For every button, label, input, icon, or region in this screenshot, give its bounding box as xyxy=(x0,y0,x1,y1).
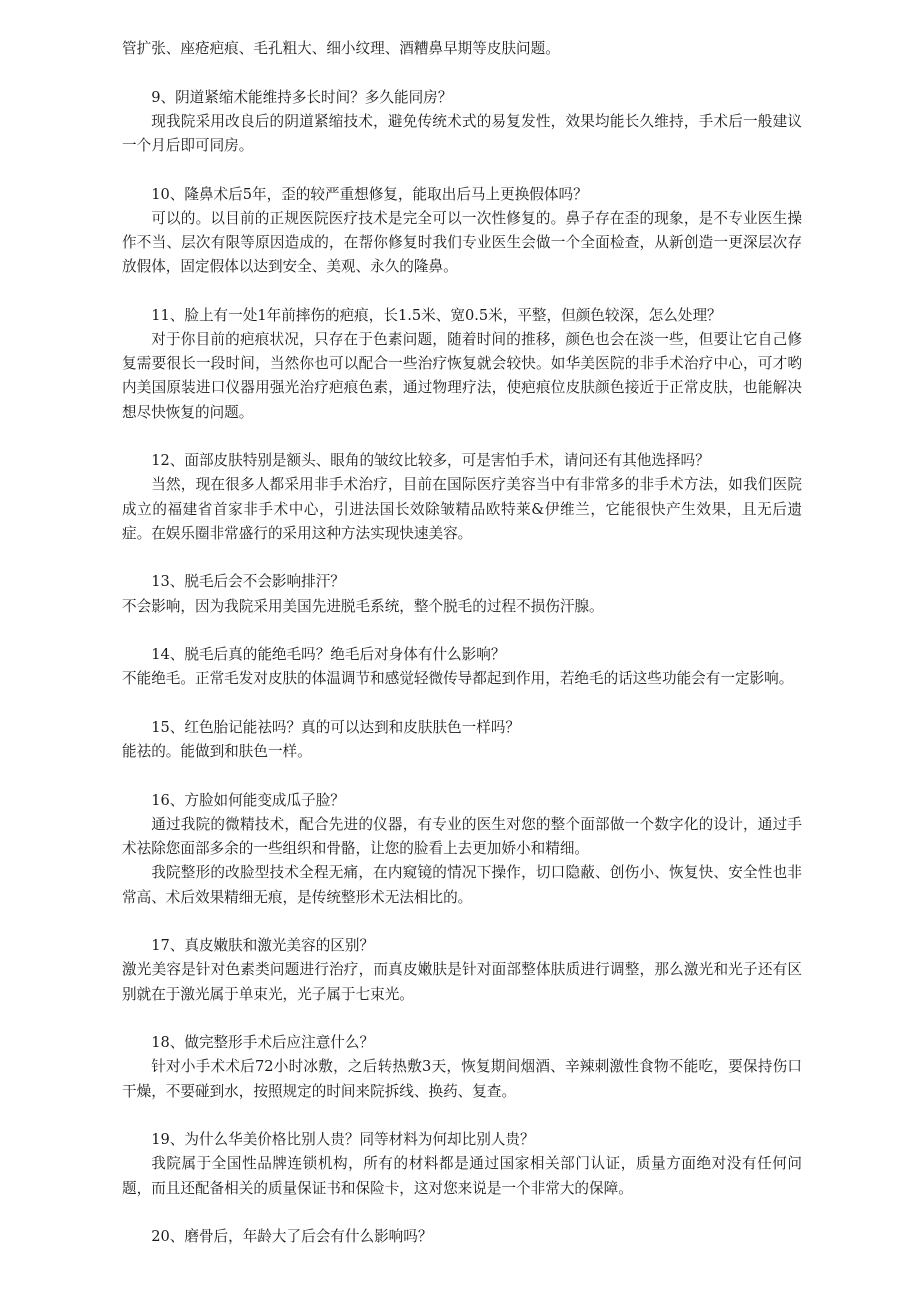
qa-item xyxy=(122,1031,802,1104)
qa-item xyxy=(122,570,802,618)
question: 20、磨骨后，年龄大了后会有什么影响吗？ xyxy=(151,1228,433,1246)
qa-item xyxy=(122,304,802,425)
question: 13、脱毛后会不会影响排汗？ xyxy=(151,573,345,591)
answer: 激光美容是针对色素类问题进行治疗，而真皮嫩肤是针对面部整体肤质进行调整，那么激光和光子还有区别就在于激光属于单束光，光子属于七束光。 xyxy=(122,961,802,1003)
paragraph-gap xyxy=(122,910,802,934)
question: 19、为什么华美价格比别人贵？同等材料为何却比别人贵？ xyxy=(151,1131,535,1149)
paragraph-gap xyxy=(122,546,802,570)
paragraph-gap xyxy=(122,1007,802,1031)
question: 15、红色胎记能祛吗？真的可以达到和皮肤肤色一样吗？ xyxy=(151,719,521,736)
qa-item xyxy=(122,934,802,1007)
question: 14、脱毛后真的能绝毛吗？绝毛后对身体有什么影响？ xyxy=(151,646,506,664)
answer: 我院属于全国性品牌连锁机构，所有的材料都是通过国家相关部门认证，质量方面绝对没有任何问题，而且还配备相关的质量保证书和保险卡，这对您来说是一个非常大的保障。 xyxy=(122,1155,802,1197)
qa-item xyxy=(122,449,802,546)
qa-item xyxy=(122,86,802,159)
qa-item xyxy=(122,1128,802,1201)
paragraph-gap xyxy=(122,619,802,643)
question: 10、隆鼻术后5年，歪的较严重想修复，能取出后马上更换假体吗？ xyxy=(151,185,588,203)
paragraph-gap xyxy=(122,425,802,449)
answer: 对于你目前的疤痕状况，只存在于色素问题，随着时间的推移，颜色也会在淡一些，但要让它自己修复需要很长一段时间，当然你也可以配合一些治疗恢复就会较快。如华美医院的非手术治疗中心，可才哟内美国原装进口仪器用强光治疗疤痕色素，通过物理疗法，使疤痕位皮肤颜色接近于正常皮肤，也能解决想尽快恢复的问题。 xyxy=(122,331,802,421)
question: 17、真皮嫩肤和激光美容的区别？ xyxy=(151,937,375,955)
paragraph-gap xyxy=(122,61,802,85)
answer: 通过我院的微精技术，配合先进的仪器，有专业的医生对您的整个面部做一个数字化的设计，通过手术祛除您面部多余的一些组织和骨骼，让您的脸看上去更加娇小和精细。 xyxy=(122,816,802,858)
question: 9、阴道紧缩术能维持多长时间？多久能同房？ xyxy=(151,88,453,106)
answer: 我院整形的改脸型技术全程无痛，在内窥镜的情况下操作，切口隐蔽、创伤小、恢复快、安全性也非常高、术后效果精细无痕，是传统整形术无法相比的。 xyxy=(122,864,802,906)
paragraph-gap xyxy=(122,764,802,788)
answer: 针对小手术术后72小时冰敷，之后转热敷3天，恢复期间烟酒、辛辣刺激性食物不能吃，要保持伤口干燥，不要碰到水，按照规定的时间来院拆线、换药、复查。 xyxy=(122,1058,802,1100)
question: 12、面部皮肤特别是额头、眼角的皱纹比较多，可是害怕手术，请问还有其他选择吗？ xyxy=(151,452,710,470)
answer: 现我院采用改良后的阴道紧缩技术，避免传统术式的易复发性，效果均能长久维持，手术后一般建议一个月后即可同房。 xyxy=(122,112,802,154)
qa-item xyxy=(122,716,802,764)
question: 16、方脸如何能变成瓜子脸？ xyxy=(151,791,345,809)
question: 11、脸上有一处1年前摔伤的疤痕，长1.5米、宽0.5米，平整，但颜色较深，怎么处理？ xyxy=(151,306,722,324)
answer: 当然，现在很多人都采用非手术治疗，目前在国际医疗美容当中有非常多的非手术方法，如我们医院成立的福建省首家非手术中心，引进法国长效除皱精品欧特莱&伊维兰，它能很快产生效果，且无后遗症。在娱乐圈非常盛行的采用这种方法实现快速美容。 xyxy=(122,476,802,542)
qa-item xyxy=(122,183,802,280)
answer: 能祛的。能做到和肤色一样。 xyxy=(122,743,312,761)
answer: 不能绝毛。正常毛发对皮肤的体温调节和感觉轻微传导都起到作用，若绝毛的话这些功能会有一定影响。 xyxy=(122,670,794,688)
qa-item xyxy=(122,789,802,910)
lead-fragment: 管扩张、座疮疤痕、毛孔粗大、细小纹理、酒糟鼻早期等皮肤问题。 xyxy=(122,40,560,57)
paragraph-gap xyxy=(122,692,802,716)
qa-item xyxy=(122,1225,802,1249)
paragraph-gap xyxy=(122,158,802,182)
paragraph-gap xyxy=(122,1104,802,1128)
qa-item xyxy=(122,643,802,691)
answer: 不会影响，因为我院采用美国先进脱毛系统，整个脱毛的过程不损伤汗腺。 xyxy=(122,597,604,615)
paragraph-gap xyxy=(122,1201,802,1225)
paragraph-gap xyxy=(122,279,802,303)
question: 18、做完整形手术后应注意什么？ xyxy=(151,1034,375,1052)
answer: 可以的。以目前的正规医院医疗技术是完全可以一次性修复的。鼻子存在歪的现象，是不专业医生操作不当、层次有限等原因造成的，在帮你修复时我们专业医生会做一个全面检查，从新创造一更深层次存放假体，固定假体以达到安全、美观、永久的隆鼻。 xyxy=(122,209,802,276)
